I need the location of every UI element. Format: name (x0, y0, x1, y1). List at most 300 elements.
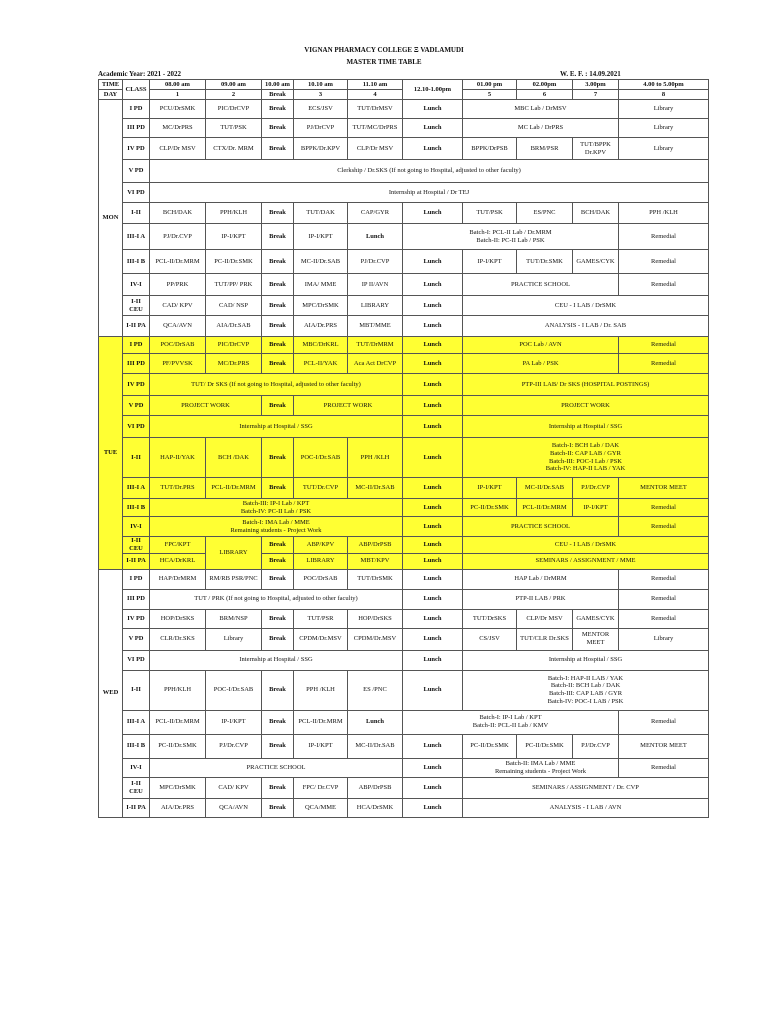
table-cell (348, 710, 403, 734)
cell-text: Clerkship / Dr.SKS (If not going to Hospital, adjusted to other faculty) (337, 167, 521, 175)
cell-text: V PD (128, 401, 144, 409)
table-cell (123, 160, 150, 183)
table-cell (262, 438, 294, 478)
cell-text: I PD (129, 575, 143, 583)
table-cell (463, 316, 709, 337)
table-cell (262, 316, 294, 337)
table-cell (294, 734, 348, 758)
table-cell (262, 569, 294, 589)
header-cell (294, 90, 348, 100)
table-cell (262, 777, 294, 798)
table-cell (463, 589, 619, 609)
cell-text: Batch-I: IP-I Lab / KPT (479, 714, 542, 722)
table-cell (150, 499, 403, 517)
header-row (99, 80, 709, 90)
table-cell (403, 777, 463, 798)
cell-text: CS/JSV (479, 635, 500, 643)
table-cell (294, 569, 348, 589)
cell-text: Batch-IV: POC-I LAB / PSK (547, 697, 624, 705)
cell-text: VI PD (127, 188, 145, 196)
cell-text: PCL-II/YAK (303, 359, 338, 367)
table-cell (463, 569, 619, 589)
table-cell (348, 224, 403, 250)
table-cell (123, 553, 150, 569)
table-cell (348, 670, 403, 710)
table-cell (150, 138, 206, 160)
table-cell (123, 296, 150, 316)
cell-text: TUT/MC/DrPRS (352, 124, 398, 132)
table-cell (403, 628, 463, 650)
cell-text: 10.10 am (308, 80, 333, 88)
cell-text: CTX/Dr. MRM (213, 144, 254, 152)
table-cell (150, 396, 262, 416)
cell-text: III PD (127, 359, 145, 367)
cell-text: Lunch (423, 614, 442, 622)
page-title: MASTER TIME TABLE (346, 58, 422, 66)
table-row (99, 224, 709, 250)
table-cell (262, 337, 294, 354)
table-cell (348, 250, 403, 274)
header-cell (619, 80, 709, 90)
cell-text: CLP/Dr MSV (526, 614, 563, 622)
cell-text: Lunch (365, 232, 385, 240)
cell-text: TUT/DrSKS (472, 614, 507, 622)
cell-text: CLR/Dr.SKS (160, 635, 195, 643)
cell-text: Lunch (423, 803, 442, 811)
table-cell (463, 517, 619, 537)
cell-text: Library (653, 635, 674, 643)
cell-text: Internship at Hospital / Dr TEJ (388, 188, 470, 196)
table-cell (348, 537, 403, 554)
cell-text: PCL-II/Dr.MRM (155, 257, 200, 265)
table-cell (517, 628, 573, 650)
table-cell (517, 138, 573, 160)
cell-text: Batch-II: IMA Lab / MME (505, 759, 576, 767)
table-cell (262, 537, 294, 554)
cell-text: HAP/DrMRM (158, 575, 197, 583)
cell-text: I-II (131, 453, 141, 461)
table-cell (619, 354, 709, 374)
cell-text: ES/PNC (533, 209, 556, 217)
table-cell (403, 374, 463, 396)
cell-text: IP-I/KPT (221, 718, 246, 726)
table-cell (403, 670, 463, 710)
table-cell (403, 710, 619, 734)
cell-text: TUT/PSR (307, 614, 334, 622)
table-cell (150, 183, 709, 203)
cell-text: PCL-II/Dr.MRM (211, 484, 256, 492)
table-cell (150, 354, 206, 374)
table-cell (150, 374, 403, 396)
table-cell (150, 416, 403, 438)
table-cell (294, 296, 348, 316)
table-row (99, 553, 709, 569)
cell-text: 3 (318, 90, 323, 98)
table-cell (123, 710, 150, 734)
table-cell (206, 569, 262, 589)
table-cell (463, 758, 619, 777)
cell-text: PJ/Dr.CVP (219, 742, 248, 750)
table-cell (619, 250, 709, 274)
cell-text: Lunch (423, 422, 442, 430)
header-cell (206, 90, 262, 100)
table-cell (262, 100, 294, 119)
cell-text: MC-II/Dr.SAB (524, 484, 565, 492)
cell-text: Batch-III: CAP LAB / GYR (548, 690, 623, 698)
table-cell (150, 100, 206, 119)
cell-text: HOP/DrSKS (358, 614, 392, 622)
cell-text: Remedial (651, 257, 676, 265)
table-cell (123, 537, 150, 554)
cell-text: Batch-I: BCH Lab / DAK (551, 441, 620, 449)
table-cell (517, 499, 573, 517)
table-row (99, 160, 709, 183)
table-cell (463, 100, 619, 119)
cell-text: MPC/DrSMK (159, 783, 196, 791)
cell-text: Batch-I: IMA Lab / MME (242, 518, 310, 526)
table-cell (403, 517, 463, 537)
cell-text: BRM/PSR (530, 144, 559, 152)
table-row (99, 100, 709, 119)
table-row (99, 609, 709, 628)
cell-text: CAD/ KPV (218, 783, 249, 791)
effective-date: W. E. F. : 14.09.2021 (560, 70, 621, 78)
table-cell (403, 100, 463, 119)
table-cell (294, 274, 348, 296)
cell-text: PRACTICE SCHOOL (246, 763, 306, 771)
table-cell (403, 609, 463, 628)
cell-text: HCA/DrKRL (159, 557, 196, 565)
cell-text: Remedial (651, 503, 676, 511)
table-cell (206, 478, 262, 499)
cell-text: BCH/DAK (580, 209, 611, 217)
table-cell (262, 734, 294, 758)
cell-text: Batch-IV: HAP-II LAB / YAK (545, 465, 626, 473)
table-cell (262, 224, 294, 250)
table-cell (294, 138, 348, 160)
table-cell (150, 609, 206, 628)
cell-text: PP/PRK (166, 280, 189, 288)
cell-text: MC Lab / DrPRS (517, 124, 564, 132)
college-name: VIGNAN PHARMACY COLLEGE Ξ VADLAMUDI (304, 46, 464, 54)
cell-text: HOP/DrSKS (160, 614, 195, 622)
table-cell (619, 734, 709, 758)
table-cell (403, 416, 463, 438)
cell-text: Batch-III: IP-I Lab / KPT (242, 499, 310, 507)
cell-text: Lunch (423, 280, 442, 288)
table-cell (403, 589, 463, 609)
table-cell (348, 100, 403, 119)
table-cell (294, 609, 348, 628)
cell-text: TUT/ Dr SKS (If not going to Hospital, adjusted to other faculty) (191, 380, 361, 388)
table-cell (619, 517, 709, 537)
table-cell (517, 609, 573, 628)
table-cell (123, 478, 150, 499)
table-cell (262, 478, 294, 499)
cell-text: Break (269, 257, 286, 265)
table-cell (294, 777, 348, 798)
table-cell (463, 396, 709, 416)
cell-text: QCA/AVN (163, 322, 192, 330)
cell-text: PTP-III LAB/ Dr SKS (HOSPITAL POSTINGS) (521, 380, 650, 388)
cell-text: BCH/DAK (162, 209, 193, 217)
table-cell (348, 438, 403, 478)
cell-text: Lunch (423, 401, 442, 409)
table-cell (619, 337, 709, 354)
header-cell (99, 80, 123, 90)
table-cell (348, 203, 403, 224)
table-cell (403, 734, 463, 758)
cell-text: MON (102, 214, 119, 222)
table-cell (294, 537, 348, 554)
table-row (99, 296, 709, 316)
cell-text: Remedial (651, 232, 676, 240)
table-cell (206, 203, 262, 224)
cell-text: Break (269, 301, 286, 309)
cell-text: PC-II/Dr.SMK (525, 742, 564, 750)
table-cell (123, 670, 150, 710)
cell-text: PROJECT WORK (323, 401, 373, 409)
cell-text: Remaining students - Project Work (230, 526, 322, 534)
table-cell (150, 337, 206, 354)
academic-year: Academic Year: 2021 - 2022 (98, 70, 181, 78)
cell-text: Lunch (423, 484, 442, 492)
table-cell (619, 478, 709, 499)
table-row (99, 589, 709, 609)
cell-text: Remedial (651, 763, 676, 771)
table-cell (206, 250, 262, 274)
cell-text: III-I B (126, 503, 146, 511)
table-cell (294, 670, 348, 710)
cell-text: I-II (131, 209, 141, 217)
table-cell (463, 628, 517, 650)
cell-text: FPC/ Dr.CVP (302, 783, 339, 791)
table-cell (150, 478, 206, 499)
cell-text: 09.00 am (221, 80, 246, 88)
table-cell (206, 224, 262, 250)
cell-text: Batch-II: CAP LAB / GYR (550, 449, 621, 457)
table-cell (517, 478, 573, 499)
table-cell (403, 396, 463, 416)
day-label (99, 100, 123, 337)
table-cell (123, 650, 150, 670)
cell-text: Lunch (423, 575, 442, 583)
table-cell (348, 478, 403, 499)
cell-text: Break (269, 484, 286, 492)
cell-text: PJ/Dr.CVP (581, 484, 610, 492)
table-cell (619, 499, 709, 517)
table-cell (294, 337, 348, 354)
table-row (99, 138, 709, 160)
table-row (99, 650, 709, 670)
table-cell (206, 670, 262, 710)
table-cell (573, 499, 619, 517)
table-cell (150, 628, 206, 650)
table-cell (463, 274, 619, 296)
table-cell (206, 628, 262, 650)
cell-text: POC/DrSAB (303, 575, 338, 583)
cell-text: PC-II/Dr.SMK (470, 503, 509, 511)
cell-text: Lunch (423, 635, 442, 643)
table-cell (573, 250, 619, 274)
cell-text: QCA/MME (304, 803, 337, 811)
table-cell (348, 628, 403, 650)
table-cell (123, 183, 150, 203)
table-cell (403, 569, 463, 589)
table-cell (294, 438, 348, 478)
cell-text: I-II (131, 686, 141, 694)
table-cell (150, 316, 206, 337)
table-cell (262, 710, 294, 734)
cell-text: Lunch (423, 540, 442, 548)
cell-text: Break (269, 232, 286, 240)
cell-text: Internship at Hospital / SSG (548, 656, 623, 664)
table-cell (123, 734, 150, 758)
cell-text: 02.00pm (532, 80, 557, 88)
cell-text: PCL-II/Dr.MRM (298, 718, 343, 726)
cell-text: Lunch (423, 686, 442, 694)
cell-text: Aca Act DrCVP (353, 359, 397, 367)
table-cell (206, 337, 262, 354)
table-cell (619, 224, 709, 250)
header-cell (463, 90, 517, 100)
cell-text: Lunch (423, 522, 442, 530)
cell-text: TUE (103, 448, 118, 456)
table-cell (463, 499, 517, 517)
cell-text: PRACTICE SCHOOL (510, 280, 571, 288)
table-cell (150, 758, 403, 777)
table-cell (403, 354, 463, 374)
header-cell (150, 90, 206, 100)
cell-text: V PD (128, 167, 144, 175)
table-cell (262, 609, 294, 628)
table-cell (123, 777, 150, 798)
table-cell (348, 296, 403, 316)
cell-text: 4.00 to 5.00pm (643, 80, 684, 88)
table-cell (123, 758, 150, 777)
table-cell (206, 710, 262, 734)
table-cell (348, 354, 403, 374)
cell-text: IP-I/KPT (477, 484, 502, 492)
cell-text: Break (269, 635, 286, 643)
cell-text: AIA/Dr.SAB (216, 322, 251, 330)
table-cell (123, 274, 150, 296)
table-cell (294, 628, 348, 650)
table-cell (150, 119, 206, 138)
cell-text: Lunch (423, 209, 442, 217)
table-cell (348, 316, 403, 337)
table-cell (403, 296, 463, 316)
table-cell (463, 250, 517, 274)
table-cell (463, 354, 619, 374)
cell-text: BRM/NSP (219, 614, 248, 622)
cell-text: IP-I/KPT (221, 232, 246, 240)
table-cell (294, 710, 348, 734)
table-cell (150, 777, 206, 798)
cell-text: I-II CEU (129, 537, 143, 552)
cell-text: PF/PVVSK (162, 359, 193, 367)
table-cell (123, 609, 150, 628)
cell-text: 7 (593, 90, 598, 98)
table-cell (206, 734, 262, 758)
table-cell (262, 119, 294, 138)
table-cell (463, 537, 709, 554)
table-cell (206, 274, 262, 296)
cell-text: BCH /DAK (218, 453, 249, 461)
header-cell (619, 90, 709, 100)
cell-text: IV PD (127, 144, 145, 152)
cell-text: IV-I (130, 280, 142, 288)
cell-text: Break (269, 124, 286, 132)
table-cell (403, 537, 463, 554)
table-cell (262, 296, 294, 316)
cell-text: III PD (127, 595, 145, 603)
table-cell (619, 710, 709, 734)
cell-text: Break (269, 359, 286, 367)
table-cell (206, 609, 262, 628)
cell-text: IP-I/KPT (583, 503, 608, 511)
cell-text: TUT/CLR Dr.SKS (520, 635, 569, 643)
cell-text: MC/DrPRS (162, 124, 193, 132)
table-cell (206, 537, 262, 570)
cell-text: Batch-IV: PC-II Lab / PSK (240, 507, 312, 515)
table-cell (463, 203, 517, 224)
master-timetable (98, 79, 709, 818)
cell-text: GAMES/CYK (576, 614, 615, 622)
table-cell (123, 438, 150, 478)
table-cell (206, 100, 262, 119)
cell-text: V PD (128, 635, 144, 643)
cell-text: Batch-II: PCL-II Lab / KMV (472, 722, 549, 730)
cell-text: PC-II/Dr.SMK (158, 742, 197, 750)
cell-text: 4 (373, 90, 377, 98)
cell-text: I-II CEU (129, 779, 143, 795)
cell-text: Library (653, 144, 674, 152)
table-cell (206, 296, 262, 316)
cell-text: SEMINARS / ASSIGNMENT / MME (535, 557, 636, 565)
table-cell (619, 274, 709, 296)
table-cell (517, 734, 573, 758)
table-cell (517, 203, 573, 224)
cell-text: Batch-II: PC-II Lab / PSK (476, 236, 545, 244)
cell-text: ANALYSIS - I LAB / Dr. SAB (544, 322, 627, 330)
cell-text: CAD/ KPV (162, 301, 193, 309)
table-cell (123, 517, 150, 537)
table-cell (206, 798, 262, 817)
cell-text: IV-I (130, 763, 142, 771)
table-row (99, 337, 709, 354)
cell-text: CLP/Dr MSV (159, 144, 196, 152)
table-cell (150, 517, 403, 537)
cell-text: Break (269, 341, 286, 349)
cell-text: Lunch (365, 718, 385, 726)
cell-text: III-I B (126, 257, 146, 265)
cell-text: ANALYSIS - I LAB / AVN (549, 803, 622, 811)
cell-text: Lunch (423, 557, 442, 565)
cell-text: PC-II/Dr.SMK (214, 257, 253, 265)
cell-text: ES /PNC (363, 686, 387, 694)
cell-text: Lunch (423, 763, 442, 771)
table-cell (573, 628, 619, 650)
table-cell (123, 250, 150, 274)
cell-text: I PD (129, 341, 143, 349)
table-cell (463, 798, 709, 817)
cell-text: Break (269, 280, 286, 288)
cell-text: Lunch (423, 301, 442, 309)
cell-text: Break (269, 209, 286, 217)
table-cell (294, 396, 403, 416)
cell-text: HCA/DrSMK (356, 803, 394, 811)
